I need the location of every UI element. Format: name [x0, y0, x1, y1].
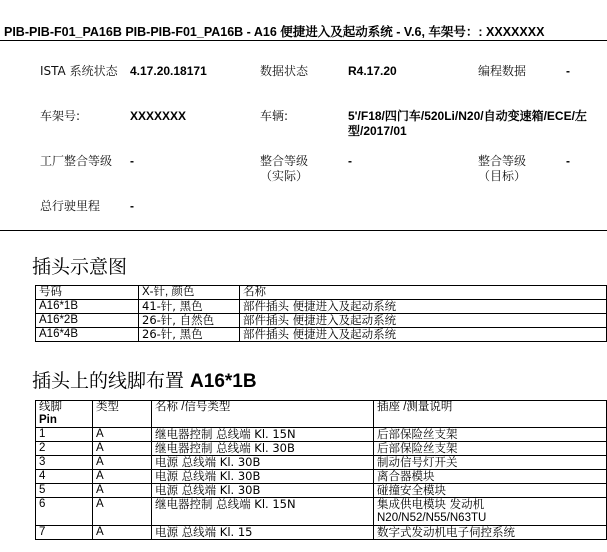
connector-table-header	[36, 286, 607, 300]
pin-socket: 后部保险丝支架	[374, 428, 607, 442]
pin-socket: 离合器模块	[374, 470, 607, 484]
pin-signal-name: 继电器控制 总线端 Kl. 15N	[152, 428, 374, 442]
info-divider	[0, 230, 607, 231]
pin-socket-line2: N20/N52/N55/N63TU	[377, 512, 487, 524]
pin-signal-name: 电源 总线端 Kl. 15	[152, 526, 374, 540]
pin-number: 5	[36, 484, 93, 498]
actual-level-label: 整合等级（实际）	[260, 154, 309, 183]
table-row	[36, 300, 607, 314]
pin-socket: 数字式发动机电子伺控系统	[374, 526, 607, 540]
header-pin-en: Pin	[39, 414, 57, 426]
pin-type: A	[93, 470, 152, 484]
header-signal-name: 名称 /信号类型	[152, 401, 374, 428]
table-row	[36, 328, 607, 342]
connector-pins-color: 26-针, 黑色	[139, 328, 240, 342]
pin-table	[35, 400, 607, 540]
header-pin-cn: 线脚	[39, 401, 62, 413]
connector-section-title: 插头示意图	[32, 256, 128, 278]
pin-socket-line1: 集成供电模块 发动机	[377, 497, 485, 511]
pin-number: 6	[36, 498, 93, 526]
ista-label: ISTA 系统状态	[40, 64, 118, 78]
vin-label: 车架号:	[40, 109, 81, 123]
pin-type: A	[93, 442, 152, 456]
table-row	[36, 484, 607, 498]
pin-signal-name: 电源 总线端 Kl. 30B	[152, 484, 374, 498]
pin-signal-name: 电源 总线端 Kl. 30B	[152, 470, 374, 484]
table-row	[36, 428, 607, 442]
table-row	[36, 470, 607, 484]
pin-socket: 后部保险丝支架	[374, 442, 607, 456]
data-status-value: R4.17.20	[348, 64, 397, 78]
connector-name: 部件插头 便捷进入及起动系统	[240, 328, 607, 342]
pin-number: 2	[36, 442, 93, 456]
connector-table	[35, 285, 607, 342]
pin-table-header	[36, 401, 607, 428]
connector-pins-color: 41-针, 黑色	[139, 300, 240, 314]
table-row	[36, 456, 607, 470]
pin-number: 7	[36, 526, 93, 540]
table-row	[36, 526, 607, 540]
pin-type: A	[93, 484, 152, 498]
ista-value: 4.17.20.18171	[130, 64, 207, 78]
data-status-label: 数据状态	[260, 64, 309, 78]
vehicle-label: 车辆:	[260, 109, 289, 123]
programming-label: 编程数据	[478, 64, 527, 78]
document-header: PIB-PIB-F01_PA16B PIB-PIB-F01_PA16B - A16 便捷进入及起动系统 - V.6, 车架号：: XXXXXXX	[4, 25, 545, 39]
pin-section-title	[32, 366, 257, 393]
pin-type: A	[93, 498, 152, 526]
mileage-value: -	[130, 199, 134, 213]
header-pins-color: X-针, 颜色	[139, 286, 240, 300]
vehicle-value: 5'/F18/四门车/520Li/N20/自动变速箱/ECE/左型/2017/01	[348, 109, 587, 138]
header-type: 类型	[93, 401, 152, 428]
header-number: 号码	[36, 286, 139, 300]
pin-socket: 碰撞安全模块	[374, 484, 607, 498]
pin-signal-name: 继电器控制 总线端 Kl. 15N	[152, 498, 374, 526]
pin-type: A	[93, 456, 152, 470]
header-socket: 插座 /测量说明	[374, 401, 607, 428]
connector-number: A16*1B	[36, 300, 139, 314]
connector-pins-color: 26-针, 自然色	[139, 314, 240, 328]
connector-number: A16*4B	[36, 328, 139, 342]
vin-value: XXXXXXX	[130, 109, 187, 123]
header-name: 名称	[240, 286, 607, 300]
pin-section-title-text: 插头上的线脚布置	[32, 370, 191, 392]
target-level-value: -	[566, 154, 570, 168]
programming-value: -	[566, 64, 570, 78]
table-row	[36, 314, 607, 328]
connector-name: 部件插头 便捷进入及起动系统	[240, 300, 607, 314]
pin-section-title-code: A16*1B	[190, 371, 257, 392]
connector-name: 部件插头 便捷进入及起动系统	[240, 314, 607, 328]
pin-number: 4	[36, 470, 93, 484]
table-row	[36, 498, 607, 526]
pin-type: A	[93, 428, 152, 442]
pin-socket	[374, 498, 607, 526]
pin-socket: 制动信号灯开关	[374, 456, 607, 470]
pin-number: 3	[36, 456, 93, 470]
pin-type: A	[93, 526, 152, 540]
table-row	[36, 442, 607, 456]
actual-level-value: -	[348, 154, 352, 168]
connector-number: A16*2B	[36, 314, 139, 328]
target-level-label: 整合等级（目标）	[478, 154, 527, 183]
header-divider	[0, 40, 607, 41]
factory-level-label: 工厂整合等级	[40, 154, 113, 168]
pin-signal-name: 电源 总线端 Kl. 30B	[152, 456, 374, 470]
factory-level-value: -	[130, 154, 134, 168]
header-pin	[36, 401, 93, 428]
mileage-label: 总行驶里程	[40, 199, 101, 213]
pin-number: 1	[36, 428, 93, 442]
pin-signal-name: 继电器控制 总线端 Kl. 30B	[152, 442, 374, 456]
